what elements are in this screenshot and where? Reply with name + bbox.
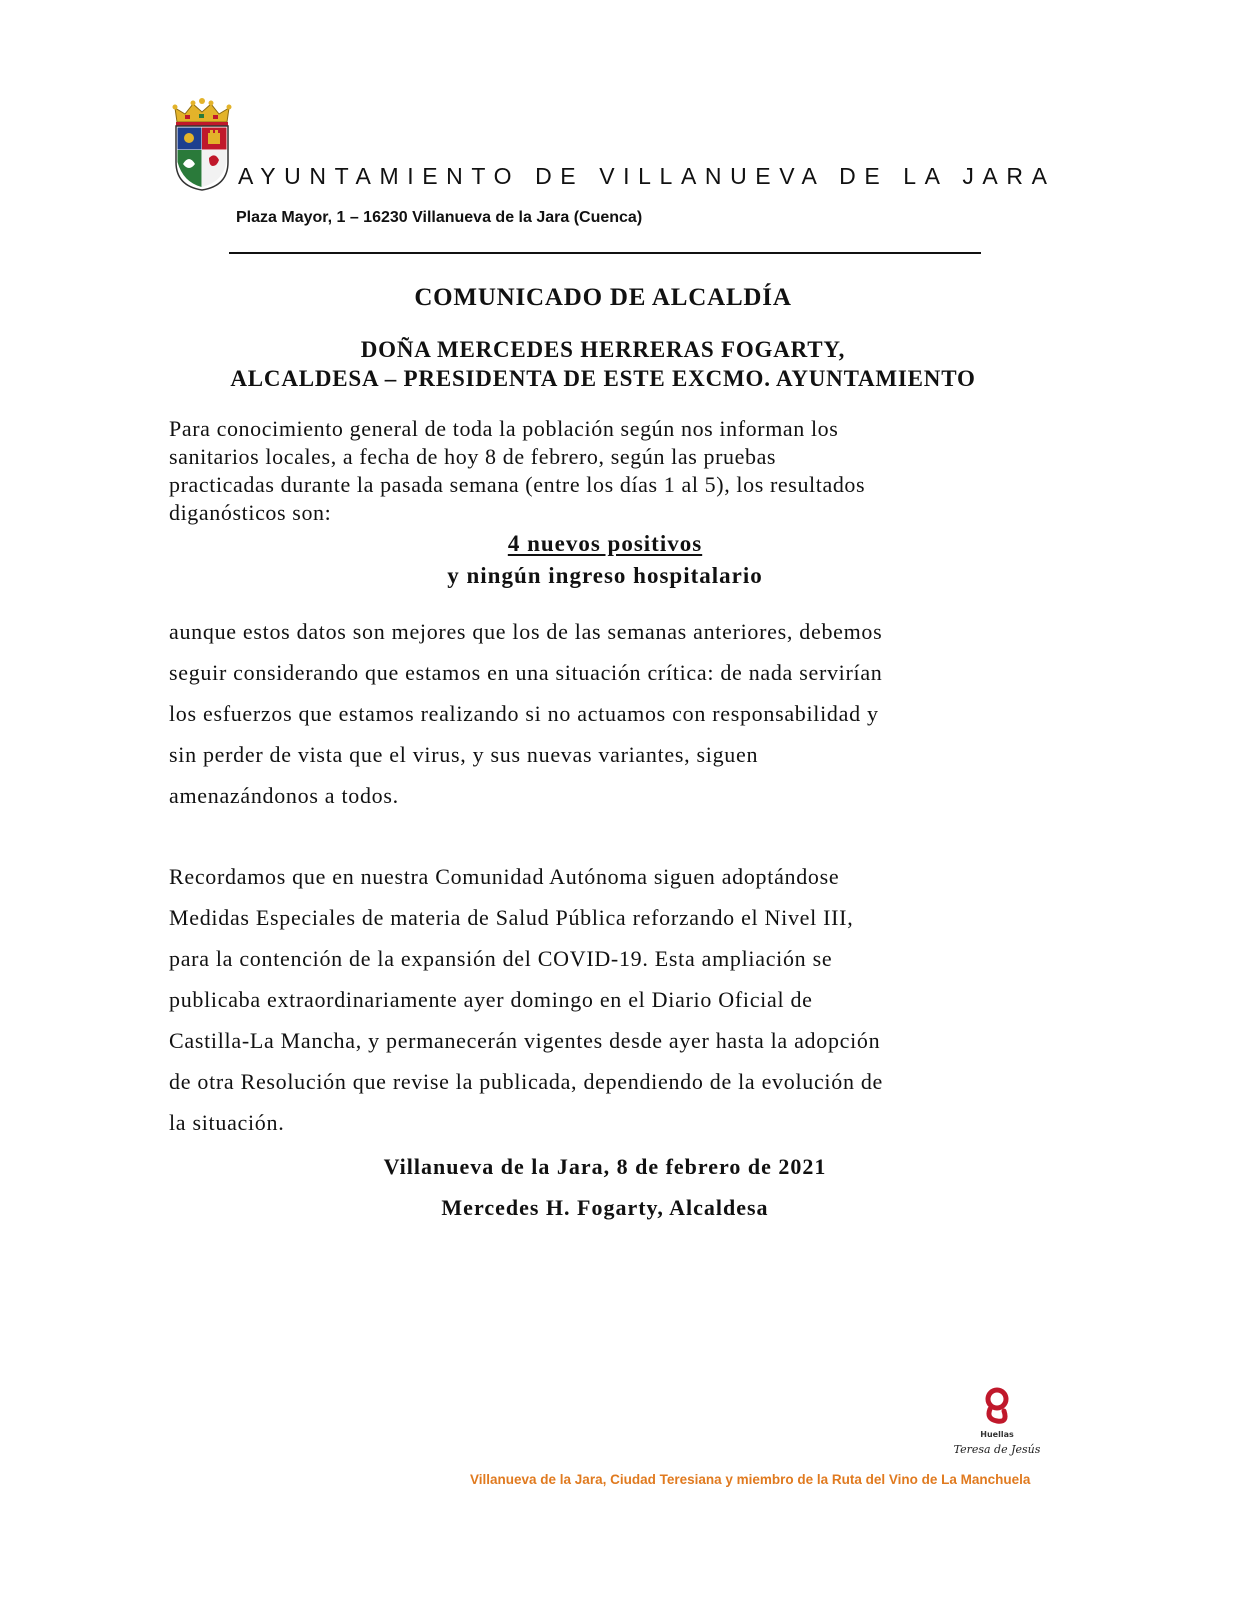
signatory: Mercedes H. Fogarty, Alcaldesa bbox=[441, 1195, 769, 1220]
subtitle-line-1: DOÑA MERCEDES HERRERAS FOGARTY, bbox=[360, 337, 846, 362]
intro-line: Para conocimiento general de toda la población según nos informan los bbox=[169, 416, 839, 441]
body-line: Medidas Especiales de materia de Salud Pública reforzando el Nivel III, bbox=[169, 905, 854, 930]
organization-name: AYUNTAMIENTO DE VILLANUEVA DE LA JARA bbox=[238, 163, 1056, 189]
body-line: la situación. bbox=[169, 1110, 285, 1135]
body-line: seguir considerando que estamos en una situación crítica: de nada servirían bbox=[169, 660, 883, 685]
body-line: Recordamos que en nuestra Comunidad Autónoma siguen adoptándose bbox=[169, 864, 840, 889]
document-subtitle bbox=[0, 335, 1206, 393]
intro-paragraph bbox=[169, 415, 1041, 527]
header-divider bbox=[229, 252, 981, 254]
svg-text:Huellas: Huellas bbox=[980, 1430, 1014, 1439]
body-line: de otra Resolución que revise la publicada, dependiendo de la evolución de bbox=[169, 1069, 884, 1094]
organization-address: Plaza Mayor, 1 – 16230 Villanueva de la Jara (Cuenca) bbox=[236, 209, 643, 226]
body-paragraph-1 bbox=[169, 611, 1041, 816]
intro-line: sanitarios locales, a fecha de hoy 8 de febrero, según las pruebas bbox=[169, 444, 777, 469]
footer-text: Villanueva de la Jara, Ciudad Teresiana y miembro de la Ruta del Vino de La Manchuela bbox=[470, 1472, 1031, 1487]
body-line: los esfuerzos que estamos realizando si no actuamos con responsabilidad y bbox=[169, 701, 879, 726]
subtitle-line-2: ALCALDESA – PRESIDENTA DE ESTE EXCMO. AYUNTAMIENTO bbox=[230, 366, 976, 391]
document-title: COMUNICADO DE ALCALDÍA bbox=[414, 284, 792, 311]
body-paragraph-2 bbox=[169, 856, 1041, 1143]
coat-of-arms-icon bbox=[171, 98, 233, 192]
intro-line: diganósticos son: bbox=[169, 500, 332, 525]
body-line: sin perder de vista que el virus, y sus nuevas variantes, siguen bbox=[169, 742, 759, 767]
body-line: aunque estos datos son mejores que los de las semanas anteriores, debemos bbox=[169, 619, 883, 644]
intro-line: practicadas durante la pasada semana (entre los días 1 al 5), los resultados bbox=[169, 472, 866, 497]
body-line: para la contención de la expansión del COVID-19. Esta ampliación se bbox=[169, 946, 833, 971]
place-and-date: Villanueva de la Jara, 8 de febrero de 2021 bbox=[383, 1154, 827, 1179]
signature-block bbox=[0, 1146, 1210, 1228]
body-line: amenazándonos a todos. bbox=[169, 783, 399, 808]
results-highlight bbox=[0, 528, 1210, 592]
huellas-logo-icon bbox=[950, 1385, 1040, 1463]
hospital-admissions: y ningún ingreso hospitalario bbox=[447, 563, 763, 588]
new-positives: 4 nuevos positivos bbox=[507, 531, 703, 556]
svg-text:Teresa de Jesús: Teresa de Jesús bbox=[953, 1443, 1040, 1456]
body-line: publicaba extraordinariamente ayer domingo en el Diario Oficial de bbox=[169, 987, 813, 1012]
body-line: Castilla-La Mancha, y permanecerán vigentes desde ayer hasta la adopción bbox=[169, 1028, 881, 1053]
